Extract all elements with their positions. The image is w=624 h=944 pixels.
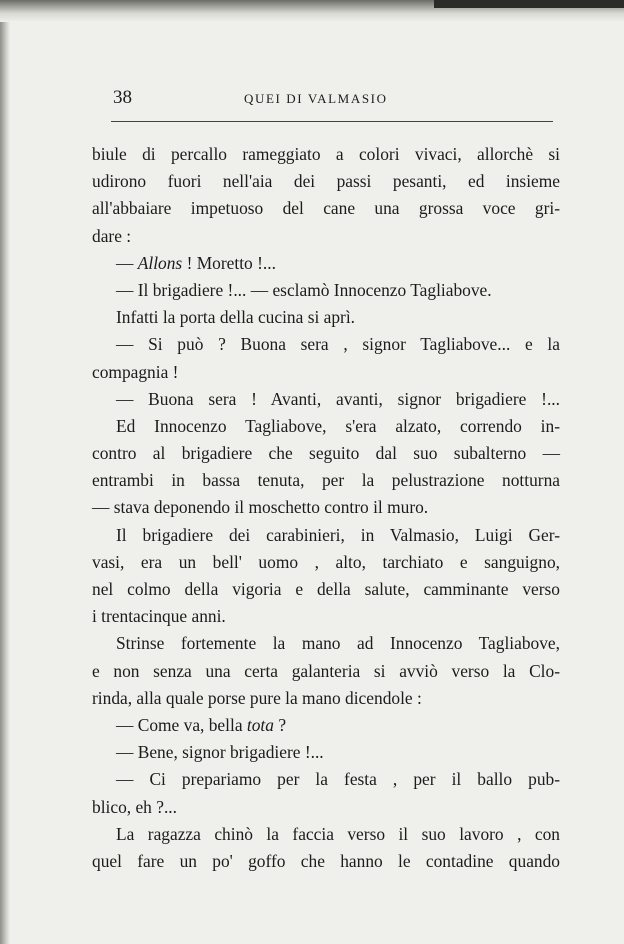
top-edge-shadow: [0, 0, 624, 22]
text-line: e non senza una certa galanteria si avviò verso la Clo-: [92, 660, 560, 681]
text-line: — Ci prepariamo per la festa , per il ballo pub-: [116, 769, 560, 790]
text-line: i trentacinque anni.: [92, 606, 226, 627]
running-title: QUEI DI VALMASIO: [244, 91, 388, 106]
text-line: Ed Innocenzo Tagliabove, s'era alzato, correndo in-: [116, 415, 560, 436]
text-line: nel colmo della vigoria e della salute, camminante verso: [92, 579, 560, 599]
text-line: Infatti la porta della cucina si aprì.: [116, 307, 356, 328]
text-line: compagnia !: [92, 361, 179, 382]
text-line: quel fare un po' goffo che hanno le contadine quando: [92, 850, 560, 871]
body-text: [92, 141, 560, 875]
text-line: — Come va, bella tota ?: [116, 714, 287, 735]
text-line: udirono fuori nell'aia dei passi pesanti, ed insieme: [92, 171, 560, 192]
text-line: biule di percallo rameggiato a colori vivaci, allorchè si: [92, 144, 560, 164]
text-line: — Allons ! Moretto !...: [116, 252, 276, 273]
text-line: La ragazza chinò la faccia verso il suo lavoro , con: [116, 823, 560, 844]
text-line: rinda, alla quale porse pure la mano dicendole :: [92, 687, 422, 708]
text-line: — stava deponendo il moschetto contro il muro.: [92, 497, 429, 518]
text-line: dare :: [92, 225, 132, 246]
text-line: — Bene, signor brigadiere !...: [116, 742, 324, 763]
binding-shadow: [0, 0, 10, 944]
text-line: entrambi in bassa tenuta, per la pelustrazione notturna: [92, 470, 560, 491]
text-line: all'abbaiare impetuoso del cane una grossa voce gri-: [92, 198, 560, 219]
text-line: Il brigadiere dei carabinieri, in Valmasio, Luigi Ger-: [116, 524, 560, 545]
text-line: blico, eh ?...: [92, 796, 177, 817]
text-line: — Buona sera ! Avanti, avanti, signor brigadiere !...: [116, 388, 560, 409]
page-number: 38: [113, 87, 132, 108]
header-rule: [111, 121, 553, 122]
text-line: Strinse fortemente la mano ad Innocenzo Tagliabove,: [116, 633, 560, 654]
text-line: vasi, era un bell' uomo , alto, tarchiato e sanguigno,: [92, 551, 560, 572]
text-line: — Si può ? Buona sera , signor Tagliabove... e la: [116, 334, 560, 355]
text-line: — Il brigadiere !... — esclamò Innocenzo Tagliabove.: [116, 279, 492, 300]
text-line: contro al brigadiere che seguito dal suo subalterno —: [92, 443, 560, 464]
